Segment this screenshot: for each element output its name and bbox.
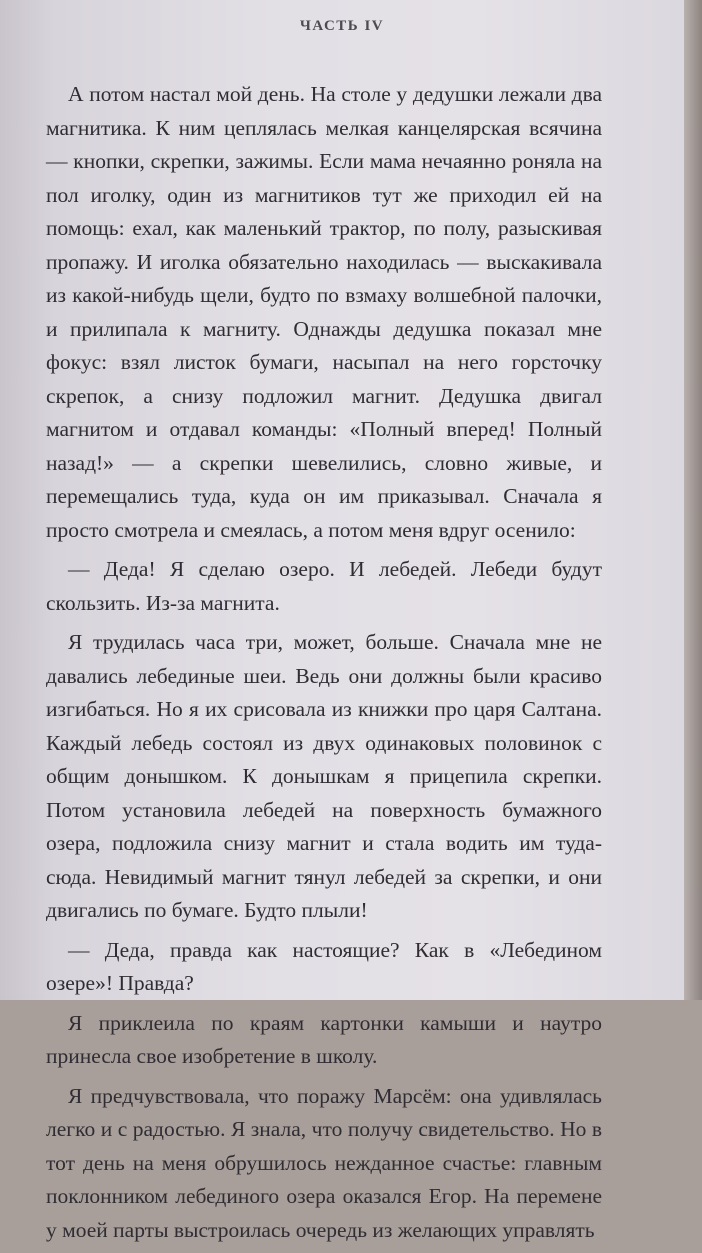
paragraph: Я предчувствовала, что поражу Марсём: она удивлялась легко и с радостью. Я знала, что получу свидетельство. Но в тот день на меня обрушилось нежданное счастье: главным поклонником лебединого озера оказался Егор. На перемене у моей парты выстроилась очередь из желающих управлять <box>46 1083 602 1242</box>
page-edge <box>684 0 702 1000</box>
paragraph: Я трудилась часа три, может, больше. Сначала мне не давались лебединые шеи. Ведь они должны были красиво изгибаться. Но я их срисовала из книжки про царя Салтана. Каждый лебедь состоял из двух одинаковых половинок с общим донышком. К донышкам я прицепила скрепки. Потом установила лебедей на поверхность бумажного озера, подложила снизу магнит и стала водить им туда-сюда. Невидимый магнит тянул лебедей за скрепки, и они двигались по бумаге. Будто плыли! <box>46 630 602 922</box>
running-head: ЧАСТЬ IV <box>299 18 385 34</box>
paragraph: Я приклеила по краям картонки камыши и наутро принесла свое изобретение в школу. <box>46 1010 602 1068</box>
paragraph: — Деда! Я сделаю озеро. И лебедей. Лебеди будут скользить. Из-за магнита. <box>46 557 602 615</box>
paragraph: А потом настал мой день. На столе у дедушки лежали два магнитика. К ним цеплялась мелкая канцелярская всячина — кнопки, скрепки, зажимы. Если мама нечаянно роняла на пол иголку, один из магнитиков тут же приходил ей на помощь: ехал, как маленький трактор, по полу, разыскивая пропажу. И иголка обязательно находилась — выскакивала из какой-нибудь щели, будто по взмаху волшебной палочки, и прилипала к магниту. Однажды дедушка показал мне фокус: взял листок бумаги, насыпал на него горсточку скрепок, а снизу подложил магнит. Дедушка двигал магнитом и отдавал команды: «Полный вперед! Полный назад!» — а скрепки шевелились, словно живые, и перемещались туда, куда он им приказывал. Сначала я просто смотрела и смеялась, а потом меня вдруг осенило: <box>46 82 602 542</box>
paragraph: — Деда, правда как настоящие? Как в «Лебедином озере»! Правда? <box>46 937 602 995</box>
body-text <box>46 78 602 1253</box>
